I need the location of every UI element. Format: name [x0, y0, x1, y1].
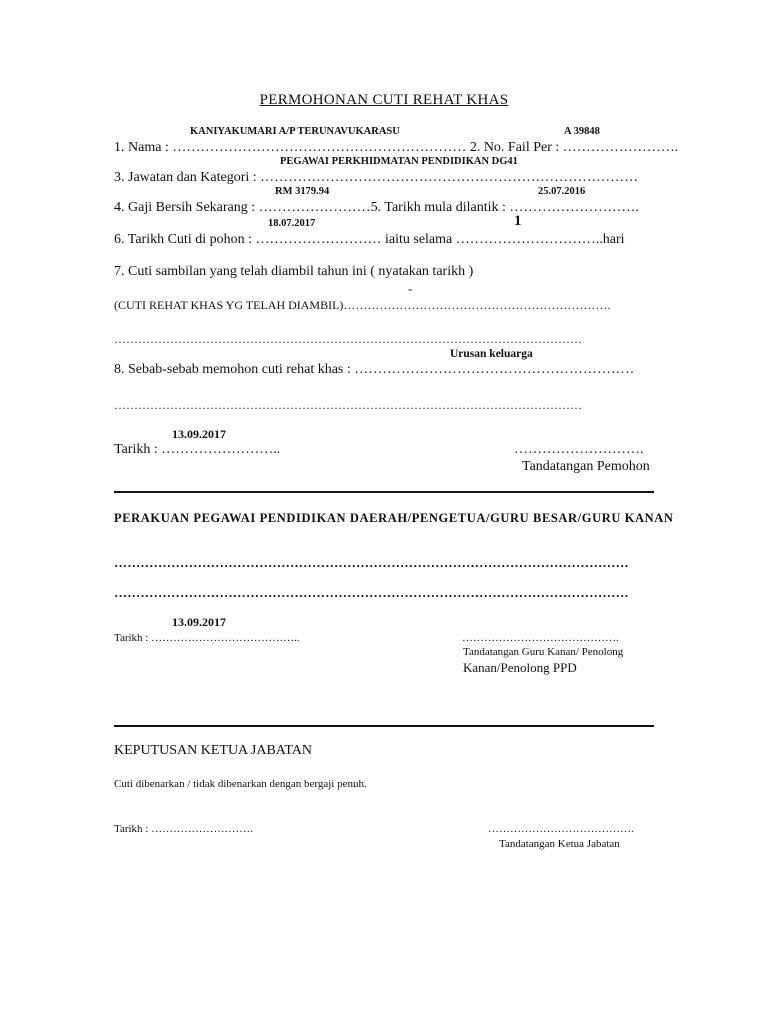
field-leave-taken-continued: ………………………………………………………………………………………………………: [114, 332, 582, 346]
department-head-signature-label: Tandatangan Ketua Jabatan: [499, 838, 620, 850]
field-position: 3. Jawatan dan Kategori : ………………………………………………………………………: [114, 170, 639, 185]
form-title: PERMOHONAN CUTI REHAT KHAS: [259, 92, 509, 108]
officer-signature-line: …………………………………….: [462, 632, 619, 644]
filled-file-number: A 39848: [564, 126, 600, 137]
officer-signature-label-continued: Kanan/Penolong PPD: [463, 660, 577, 675]
filled-leave-date: 18.07.2017: [268, 218, 316, 229]
field-application-date: Tarikh : ……………………..: [114, 442, 281, 457]
filled-application-date: 13.09.2017: [172, 427, 226, 441]
filled-salary: RM 3179.94: [275, 186, 330, 197]
field-name-and-file: 1. Nama : ……………………………………………………… 2. No. Fail Per : …………………….: [114, 140, 679, 155]
section-divider-1: [114, 491, 654, 493]
field-officer-date: Tarikh : …………………………………..: [114, 632, 300, 644]
filled-name: KANIYAKUMARI A/P TERUNAVUKARASU: [190, 126, 400, 137]
filled-reason: Urusan keluarga: [450, 348, 533, 360]
department-head-signature-line: ………………………………….: [488, 823, 634, 835]
field-decision-date: Tarikh : ……………………….: [114, 823, 253, 835]
field-salary-and-start-date: 4. Gaji Bersih Sekarang : ……………………5. Tarikh mula dilantik : ……………………….: [114, 200, 639, 215]
section-divider-2: [114, 725, 654, 727]
filled-position: PEGAWAI PERKHIDMATAN PENDIDIKAN DG41: [280, 156, 518, 167]
decision-text: Cuti dibenarkan / tidak dibenarkan dengan bergaji penuh.: [114, 778, 367, 790]
field-leave-taken: 7. Cuti sambilan yang telah diambil tahun ini ( nyatakan tarikh ): [114, 264, 474, 279]
field-leave-date-and-days: 6. Tarikh Cuti di pohon : ……………………… iaitu selama …………………………..hari: [114, 232, 625, 247]
officer-comment-line-1: ………………………………………………………………………………………………………: [114, 555, 629, 570]
officer-comment-line-2: ………………………………………………………………………………………………………: [114, 585, 629, 600]
officer-signature-label: Tandatangan Guru Kanan/ Penolong: [463, 646, 624, 658]
field-reason-continued: ………………………………………………………………………………………………………: [114, 398, 582, 412]
field-reason: 8. Sebab-sebab memohon cuti rehat khas : ……………………………………………………: [114, 362, 635, 377]
field-leave-taken-note: (CUTI REHAT KHAS YG TELAH DIAMBIL)………………………………………………………….: [114, 298, 611, 312]
filled-officer-date: 13.09.2017: [172, 615, 226, 629]
filled-leave-days: 1: [514, 213, 522, 229]
department-decision-heading: KEPUTUSAN KETUA JABATAN: [114, 743, 312, 758]
dash-mark: -: [408, 281, 413, 296]
applicant-signature-label: Tandatangan Pemohon: [522, 459, 650, 474]
officer-endorsement-heading: PERAKUAN PEGAWAI PENDIDIKAN DAERAH/PENGETUA/GURU BESAR/GURU KANAN: [114, 511, 674, 525]
filled-start-date: 25.07.2016: [538, 186, 586, 197]
applicant-signature-line: ……………………….: [514, 442, 644, 457]
